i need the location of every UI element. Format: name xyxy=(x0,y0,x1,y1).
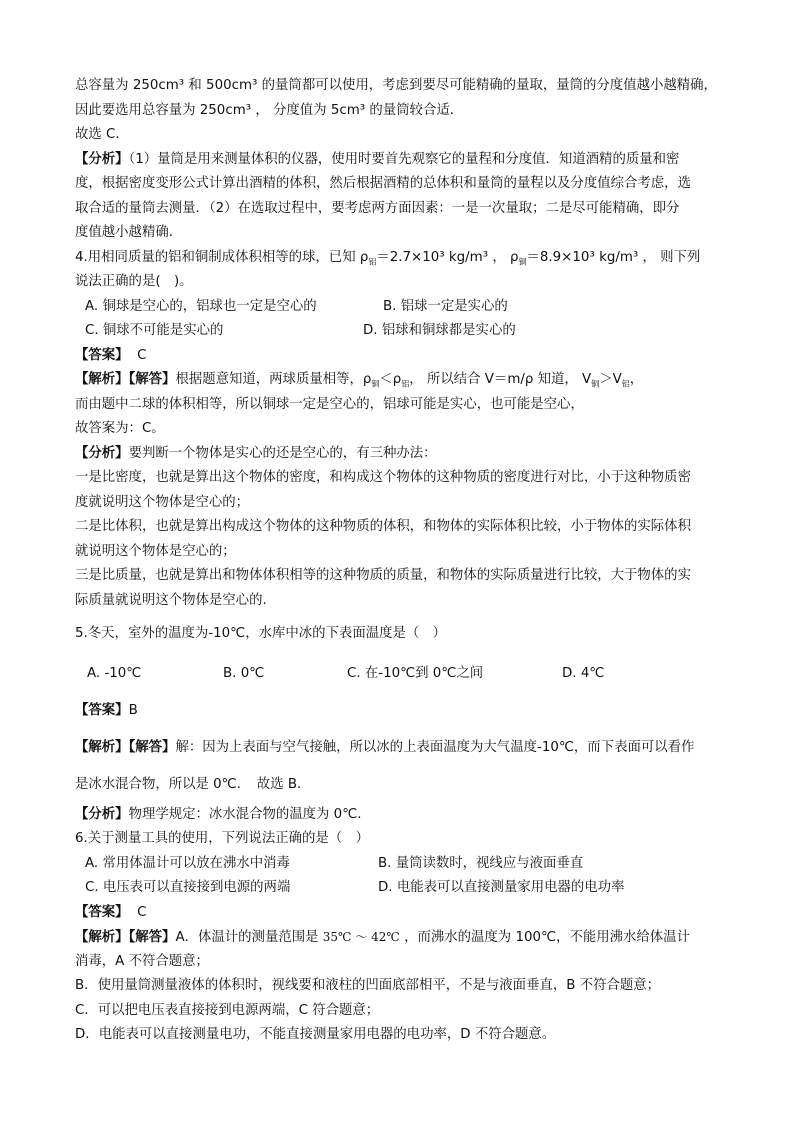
q4-solution-line-3: 故答案为：C。 xyxy=(75,421,165,436)
q4-analysis-line-5: 就说明这个物体是空心的； xyxy=(75,543,236,559)
q6-solution-line-4: C．可以把电压表直接接到电源两端，C 符合题意； xyxy=(75,1002,380,1018)
q6-solution-line-1 xyxy=(75,925,725,950)
q4-analysis-line-1 xyxy=(75,442,725,467)
q5-analysis xyxy=(75,803,725,828)
q5-options-row xyxy=(75,655,725,692)
q5-solution-line-1 xyxy=(75,729,725,766)
q6-options-row-1 xyxy=(75,852,725,877)
q3-text-line-1: 总容量为 250cm³ 和 500cm³ 的量筒都可以使用，考虑到要尽可能精确的量取，量筒的分度值越小越精确， xyxy=(75,78,717,93)
q4-option-b: B. 铝球一定是实心的 xyxy=(383,298,508,314)
q4-analysis-line-2: 一是比密度，也就是算出这个物体的密度，和构成这个物体的这种物质的密度进行对比，小于这种物质密 xyxy=(75,470,691,485)
analysis-tag: 【分析】 xyxy=(75,806,129,822)
subscript-aluminum: 铝 xyxy=(368,257,377,267)
q6-stem: 6.关于测量工具的使用，下列说法正确的是（ ） xyxy=(75,831,369,846)
q5-option-c: C. 在-10℃到 0℃之间 xyxy=(347,665,484,681)
q4-stem-part: ＝8.9×10³ kg/m³ ， 则下列 xyxy=(526,249,701,265)
q6-solution-line-5: D．电能表可以直接测量电功，不能直接测量家用电器的电功率，D 不符合题意。 xyxy=(75,1027,556,1042)
q5-option-d: D. 4℃ xyxy=(562,665,605,681)
solution-part: ， xyxy=(629,372,644,387)
analysis-text: 要判断一个物体是实心的还是空心的，有三种办法： xyxy=(128,445,437,461)
analysis-tag: 【分析】 xyxy=(75,151,129,167)
q4-analysis-line-3: 度就说明这个物体是空心的； xyxy=(75,494,250,510)
q4-options-row-2 xyxy=(75,319,725,344)
q4-solution-line-1 xyxy=(75,368,725,393)
answer-value: C xyxy=(137,347,147,363)
solution-part: A．体温计的测量范围是 xyxy=(175,930,319,945)
q6-answer xyxy=(75,901,725,926)
q4-answer xyxy=(75,344,725,369)
answer-tag: 【答案】 xyxy=(75,904,129,920)
q3-conclusion: 故选 C． xyxy=(75,127,129,142)
solution-tag: 【解析】【解答】 xyxy=(75,739,176,755)
solution-text: 解：因为上表面与空气接触，所以冰的上表面温度为大气温度-10℃，而下表面可以看作 xyxy=(175,739,695,755)
q5-stem: 5.冬天，室外的温度为-10℃，水库中冰的下表面温度是（ ） xyxy=(75,626,447,641)
q6-option-b: B. 量筒读数时，视线应与液面垂直 xyxy=(378,855,584,871)
q4-stem-part: ＝2.7×10³ kg/m³ ， ρ xyxy=(376,249,519,265)
q4-stem-line-1 xyxy=(75,246,725,271)
document-page xyxy=(75,74,725,1048)
subscript-copper: 铜 xyxy=(591,379,600,389)
analysis-text: （1）量筒是用来测量体积的仪器，使用时要首先观察它的量程和分度值．知道酒精的质量和密 xyxy=(128,151,680,167)
solution-part: 根据题意知道，两球质量相等，ρ xyxy=(175,372,372,387)
q3-analysis-line-1 xyxy=(75,148,725,173)
q5-answer xyxy=(75,692,725,729)
answer-value: C xyxy=(137,904,147,920)
q6-options-row-2 xyxy=(75,876,725,901)
solution-part: ＞V xyxy=(599,372,622,387)
answer-tag: 【答案】 xyxy=(75,347,129,363)
q6-solution-line-3: B．使用量筒测量液体的体积时，视线要和液柱的凹面底部相平，不是与液面垂直，B 不符合题意； xyxy=(75,978,661,993)
subscript-copper: 铜 xyxy=(518,257,527,267)
q6-option-d: D. 电能表可以直接测量家用电器的电功率 xyxy=(378,880,625,895)
q6-option-a: A. 常用体温计可以放在沸水中消毒 xyxy=(85,855,290,871)
q3-analysis-line-4: 度值越小越精确． xyxy=(75,225,183,240)
q4-options-row-1 xyxy=(75,295,725,320)
q3-analysis-line-2: 度，根据密度变形公式计算出酒精的体积，然后根据酒精的总体积和量筒的量程以及分度值综合考虑，选 xyxy=(75,176,691,191)
subscript-aluminum: 铝 xyxy=(401,379,410,389)
q3-analysis-line-3: 取合适的量筒去测量．（2）在选取过程中，要考虑两方面因素：一是一次量取；二是尽可能精确，即分 xyxy=(75,200,680,216)
answer-value: B xyxy=(128,702,138,718)
answer-tag: 【答案】 xyxy=(75,702,129,718)
q4-analysis-line-4: 二是比体积，也就是算出构成这个物体的这种物质的体积，和物体的实际体积比较，小于物体的实际体积 xyxy=(75,519,691,534)
q4-analysis-line-6: 三是比质量，也就是算出和物体体积相等的这种物质的质量，和物体的实际质量进行比较，大于物体的实 xyxy=(75,568,691,583)
q5-solution-line-2: 是冰水混合物，所以是 0℃． 故选 B． xyxy=(75,776,311,792)
solution-tag: 【解析】【解答】 xyxy=(75,372,176,387)
q4-option-a: A. 铜球是空心的，铝球也一定是空心的 xyxy=(85,298,317,314)
q3-text-line-2: 因此要选用总容量为 250cm³ ， 分度值为 5cm³ 的量筒较合适． xyxy=(75,102,464,118)
solution-part: ，而沸水的温度为 100℃，不能用沸水给体温计 xyxy=(404,930,690,945)
analysis-text: 物理学规定：冰水混合物的温度为 0℃． xyxy=(128,806,371,822)
solution-part: ＜ρ xyxy=(379,372,402,387)
subscript-aluminum: 铝 xyxy=(621,379,630,389)
subscript-copper: 铜 xyxy=(371,379,380,389)
q4-option-d: D. 铝球和铜球都是实心的 xyxy=(363,323,516,338)
temperature-range: 35℃ ～ 42℃ xyxy=(322,930,400,944)
q5-option-b: B. 0℃ xyxy=(223,665,265,681)
q4-solution-line-2: 而由题中二球的体积相等，所以铜球一定是空心的，铝球可能是实心，也可能是空心， xyxy=(75,396,584,412)
q4-analysis-line-7: 际质量就说明这个物体是空心的. xyxy=(75,592,267,608)
solution-tag: 【解析】【解答】 xyxy=(75,930,176,945)
q6-solution-line-2: 消毒，A 不符合题意； xyxy=(75,953,209,969)
solution-part: ， 所以结合 V＝m/ρ 知道， V xyxy=(409,372,592,387)
q6-option-c: C. 电压表可以直接接到电源的两端 xyxy=(85,880,291,895)
q4-option-c: C. 铜球不可能是实心的 xyxy=(85,323,224,338)
q5-option-a: A. -10℃ xyxy=(87,665,142,681)
q4-stem-part: 4.用相同质量的铝和铜制成体积相等的球，已知 ρ xyxy=(75,249,369,265)
analysis-tag: 【分析】 xyxy=(75,445,129,461)
q4-stem-line-2: 说法正确的是( )。 xyxy=(75,274,193,289)
